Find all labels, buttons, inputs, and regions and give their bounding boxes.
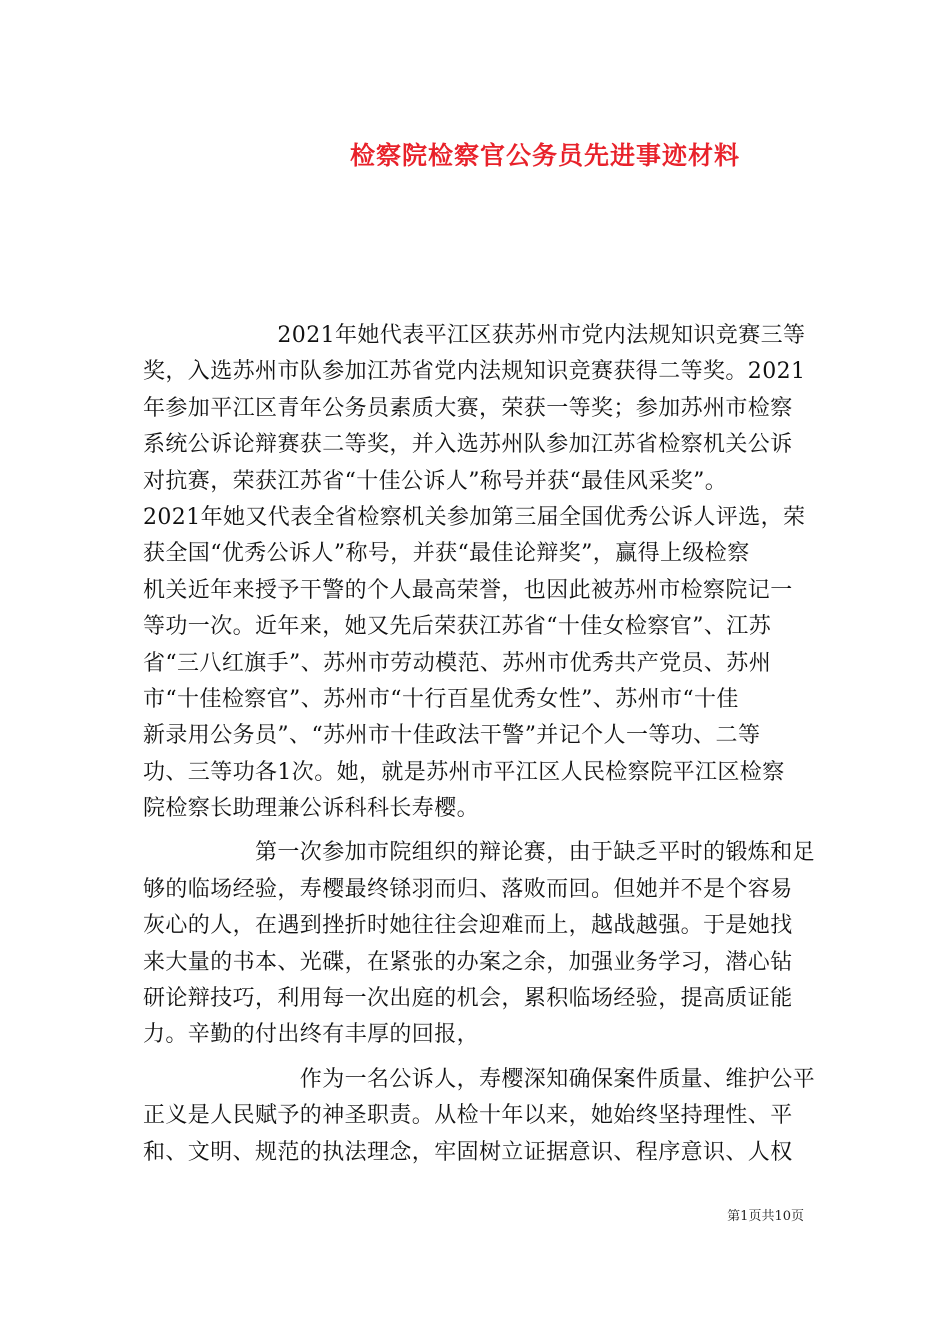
- text-line: 等功一次。近年来，她又先后荣获江苏省“十佳女检察官”、江苏: [143, 614, 772, 640]
- text-line: 灰心的人，在遇到挫折时她往往会迎难而上，越战越强。于是她找: [143, 913, 793, 939]
- text-line: 第一次参加市院组织的辩论赛，由于缺乏平时的锻炼和足: [143, 840, 816, 866]
- text-line: 够的临场经验，寿樱最终铩羽而归、落败而回。但她并不是个容易: [143, 876, 793, 902]
- text-line: 功、三等功各1次。她，就是苏州市平江区人民检察院平江区检察: [143, 759, 785, 785]
- text-line: 和、文明、规范的执法理念，牢固树立证据意识、程序意识、人权: [143, 1139, 793, 1165]
- paragraph-2: [143, 835, 815, 1053]
- text-line: 2021年她代表平江区获苏州市党内法规知识竞赛三等: [143, 323, 806, 348]
- text-line: 系统公诉论辩赛获二等奖，并入选苏州队参加江苏省检察机关公诉: [143, 432, 793, 458]
- text-line: 2021年她又代表全省检察机关参加第三届全国优秀公诉人评选，荣: [143, 504, 806, 530]
- text-line: 院检察长助理兼公诉科科长寿樱。: [143, 796, 480, 822]
- text-line: 作为一名公诉人，寿樱深知确保案件质量、维护公平: [143, 1066, 816, 1092]
- text-line: 省“三八红旗手”、苏州市劳动模范、苏州市优秀共产党员、苏州: [143, 650, 772, 676]
- document-title: 检察院检察官公务员先进事迹材料: [349, 141, 740, 170]
- text-line: 正义是人民赋予的神圣职责。从检十年以来，她始终坚持理性、平: [143, 1103, 793, 1129]
- document-body: [143, 318, 815, 1171]
- text-line: 新录用公务员”、“苏州市十佳政法干警”并记个人一等功、二等: [143, 723, 761, 749]
- text-line: 来大量的书本、光碟，在紧张的办案之余，加强业务学习，潜心钻: [143, 949, 793, 975]
- page-number-footer: 第1页共10页: [727, 1209, 804, 1224]
- paragraph-3: [143, 1062, 815, 1171]
- paragraph-1: [143, 318, 815, 827]
- text-line: 机关近年来授予干警的个人最高荣誉，也因此被苏州市检察院记一: [143, 577, 793, 603]
- text-line: 奖，入选苏州市队参加江苏省党内法规知识竞赛获得二等奖。2021: [143, 359, 806, 385]
- text-line: 对抗赛，荣获江苏省“十佳公诉人”称号并获“最佳风采奖”。: [143, 468, 728, 494]
- text-line: 研论辩技巧，利用每一次出庭的机会，累积临场经验，提高质证能: [143, 986, 793, 1012]
- text-line: 市“十佳检察官”、苏州市“十行百星优秀女性”、苏州市“十佳: [143, 686, 739, 712]
- text-line: 力。辛勤的付出终有丰厚的回报，: [143, 1022, 480, 1048]
- text-line: 年参加平江区青年公务员素质大赛，荣获一等奖；参加苏州市检察: [143, 395, 793, 421]
- text-line: 获全国“优秀公诉人”称号，并获“最佳论辩奖”，赢得上级检察: [143, 541, 750, 567]
